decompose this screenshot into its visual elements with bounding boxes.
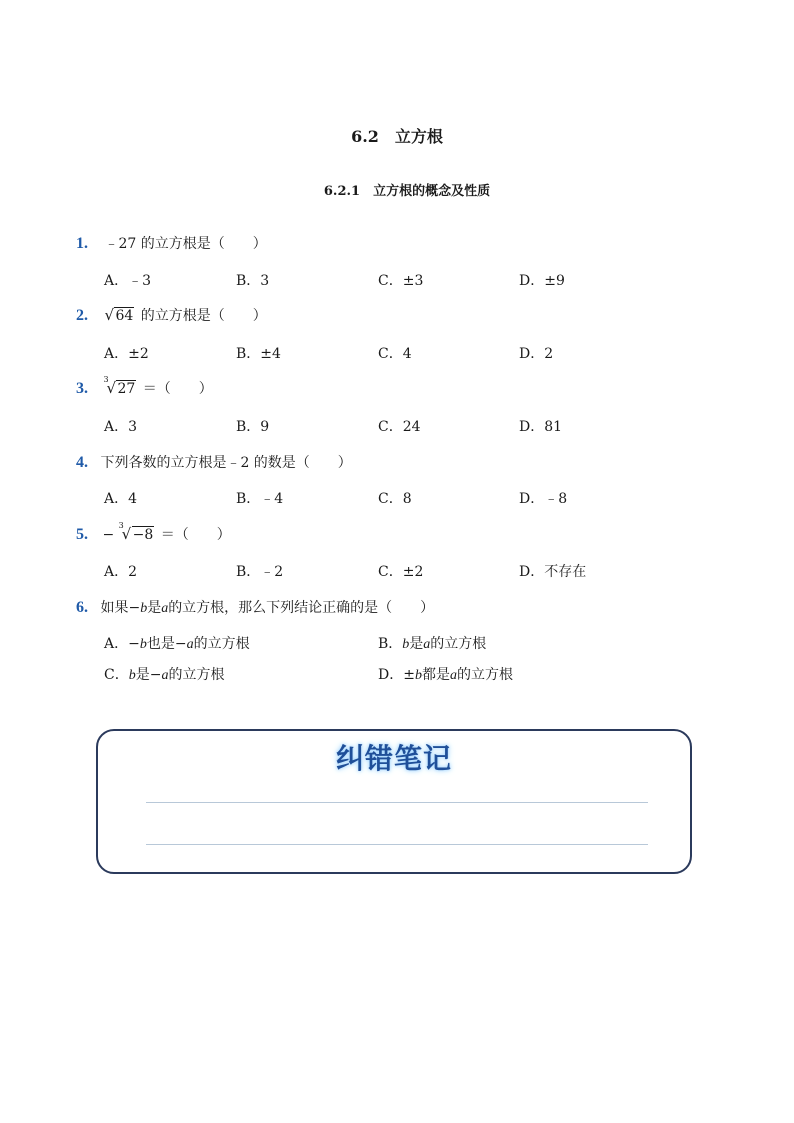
variable-b: b [414,668,422,683]
question-text: ﹣27 的立方根是（ ） [104,236,267,252]
question-text: 下列各数的立方根是﹣2 的数是（ ） [100,455,352,471]
variable-b: b [402,637,410,652]
option-b: B．﹣4 [236,491,284,507]
question-number: 2. [76,307,88,324]
radical-sign: √ [106,379,117,397]
question-number: 1. [76,235,88,252]
question-text-part: 是 [147,600,162,616]
question-number: 4. [76,454,88,471]
option-text: 也是− [146,636,187,652]
option-text: 的立方根 [193,636,250,652]
question-3 [76,375,213,398]
option-c: C．±3 [378,273,424,289]
option-b: B．±4 [236,346,281,362]
question-2 [76,305,267,325]
option-c: C．±2 [378,564,424,580]
radicand: 27 [117,381,136,397]
option-text: − [128,636,140,652]
option-a: A．3 [104,419,138,435]
note-writing-line [146,844,648,845]
option-text: 都是 [421,667,450,683]
radical-sign: √ [121,525,132,543]
variable-a: a [449,668,457,683]
error-notes-title: 纠错笔记 [335,742,452,775]
question-5 [76,521,231,544]
question-1 [76,233,267,253]
variable-b: b [140,601,148,616]
option-a [104,633,250,653]
option-a: A．4 [104,491,138,507]
option-text: ± [403,667,415,683]
root-index: 3 [103,375,109,384]
option-label: C． [104,667,129,683]
option-text: 的立方根 [168,667,225,683]
variable-a: a [423,637,431,652]
radicand: 64 [115,308,134,324]
option-text: 的立方根 [430,636,487,652]
radical-sign: √ [104,306,115,324]
square-root [104,308,134,324]
option-a: A．2 [104,564,138,580]
cube-root [118,521,155,543]
variable-b: b [128,668,136,683]
option-d: D．81 [519,419,563,435]
question-text-part: 如果− [100,600,141,616]
option-d: D．±9 [519,273,565,289]
option-b: B．﹣2 [236,564,284,580]
option-text: 的立方根 [456,667,513,683]
question-text: 的立方根是（ ） [140,308,267,324]
question-text-part: 的立方根，那么下列结论正确的是（ ） [168,600,435,616]
option-a: A．﹣3 [104,273,152,289]
cube-root [103,375,136,397]
page-title: 6.2 立方根 [351,127,443,146]
question-4 [76,452,352,472]
option-label: A． [104,636,129,652]
variable-a: a [186,637,194,652]
option-c: C．4 [378,346,412,362]
variable-a: a [161,668,169,683]
option-c: C．8 [378,491,412,507]
option-d: D．2 [519,346,554,362]
note-writing-line [146,802,648,803]
option-label: D． [378,667,404,683]
option-text: 是− [135,667,162,683]
option-a: A．±2 [104,346,149,362]
option-b: B．9 [236,419,270,435]
question-6 [76,597,434,617]
question-number: 3. [76,380,88,397]
option-d: D．不存在 [519,564,587,580]
question-text: ＝（ ） [160,527,231,543]
question-text: ＝（ ） [142,381,213,397]
option-d: D．﹣8 [519,491,568,507]
option-d [378,664,513,684]
question-number: 5. [76,526,88,543]
section-subtitle: 6.2.1 立方根的概念及性质 [323,184,491,199]
option-label: B． [378,636,403,652]
minus-sign: − [102,527,115,543]
error-notes-box [96,729,692,874]
variable-a: a [161,601,169,616]
option-text: 是 [409,636,424,652]
root-index: 3 [118,521,124,530]
radicand: −8 [132,527,154,543]
option-b [378,633,486,653]
variable-b: b [139,637,147,652]
option-b: B．3 [236,273,270,289]
option-c [104,664,224,684]
question-number: 6. [76,599,88,616]
option-c: C．24 [378,419,421,435]
